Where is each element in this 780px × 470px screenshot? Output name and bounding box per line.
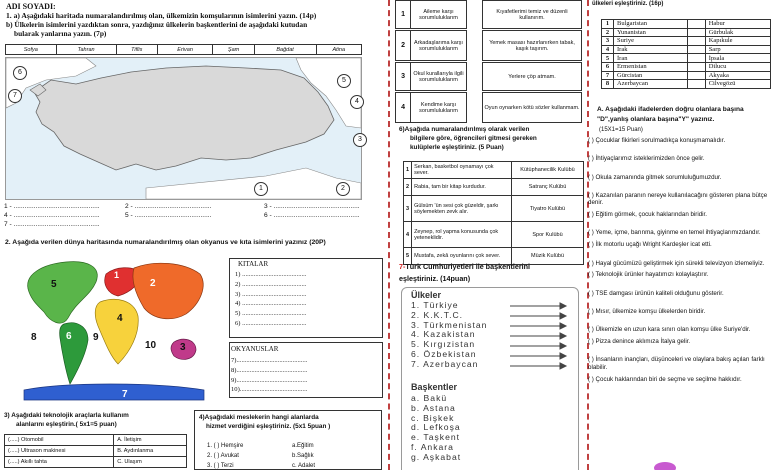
country-item: 1. Türkiye [411,300,459,310]
continent-answer-line[interactable]: 1) ....................................... [235,271,307,278]
duty-cell: Kıyafetlerimi temiz ve düzenli kullanırım. [483,1,582,29]
country-item: 5. Kırgızistan [411,339,476,350]
countries-list [411,301,487,370]
map-number-4: 4 [350,95,364,109]
profession-list [207,441,243,470]
row-number: 7 [602,71,614,80]
club-cell: Kütüphanecilik Kulübü [512,162,584,179]
question-7-line1 [399,262,530,271]
true-false-item[interactable]: ( ) Hayal gücümüzü geliştirmek için sürekli televizyon izlemeliyiz. [588,259,765,267]
question-7-title: Türk Cumhuriyetleri ile başkentlerini [405,262,531,271]
question-a-points: (15X1=15 Puan) [599,127,643,133]
true-false-item[interactable]: ( ) Okula zamanında gitmek sorumluluğumuzdur. [588,173,722,181]
city-cell: Tiflis [116,45,157,55]
blank-cell[interactable] [687,20,705,29]
question-7-number: 7- [399,262,406,271]
country-cell: Bulgaristan [614,20,688,29]
responsibility-cell: Okul kurallarıyla ilgili sorumluluklarım [411,63,467,91]
match-item[interactable]: (.....) Akıllı tahta [5,457,114,468]
profession-item[interactable]: 3. ( ) Terzi [207,463,234,469]
city-cell: Sofya [6,45,57,55]
match-option: B. Aydınlanma [114,446,187,457]
profession-field: a.Eğitim [292,443,314,449]
country-cell: Yunanistan [614,28,688,37]
country-item: 6. Özbekistan [411,348,477,359]
question-6-line1: 6)Aşağıda numaralandırılmış olarak verilen [399,126,530,133]
row-number: 2 [396,31,411,61]
responsibility-cell: Kendime karşı sorumluluklarım [411,93,467,123]
country-item: 7. Azerbaycan [411,358,479,369]
duty-cell: Yerlere çöp atmam. [483,63,582,91]
student-cell: Mustafa, zekâ oyunlarını çok sever. [412,248,512,265]
student-cell: Zeynep, rol yapma konusunda çok yeteneklidir. [412,222,512,248]
profession-field: c. Adalet [292,463,316,469]
continent-answer-line[interactable]: 4) ....................................... [235,300,307,308]
map-number-3: 3 [353,133,367,147]
blank-cell[interactable] [687,80,705,89]
continents-title: KITALAR [238,260,269,268]
capital-item: e. Taşkent [411,432,461,443]
row-number: 5 [404,248,412,265]
gate-cell: Kapıkule [705,37,770,46]
arrow-icons [510,302,570,372]
row-number: 1 [404,162,412,179]
continent-antarctica [24,384,204,400]
map-number-1: 1 [254,182,268,196]
capital-cities-box [5,44,362,55]
ocean-answer-line[interactable]: 8)........................................... [231,366,308,374]
question-6-line3: kulüplerle eşleştiriniz. (5 Puan) [410,144,504,151]
responsibility-cell: Arkadaşlarıma karşı sorumluluklarım [411,31,467,61]
capital-item: a. Bakü [411,393,448,403]
oceans-lines [231,356,307,395]
continent-label-4: 4 [117,313,123,324]
country-cell: Ermenistan [614,62,688,71]
row-number: 5 [602,54,614,63]
student-cell: Gülsüm 'ün sesi çok güzeldir, şarkı söylemekten zevk alır. [412,196,512,222]
country-cell: Gürcistan [614,71,688,80]
decorative-flower-icon [654,462,676,470]
technology-match-table [4,434,187,468]
true-false-item[interactable]: ( ) Eğitim görmek, çocuk haklarından biridir. [588,211,707,219]
city-cell: Bağdat [254,45,316,55]
row-number: 4 [404,222,412,248]
ocean-label-8: 8 [31,332,37,343]
name-label: ADI SOYADI: [6,2,56,11]
answer-line[interactable]: 5 - .......................................... [125,212,212,219]
border-gates-table [601,19,771,89]
map-number-7: 7 [8,89,22,103]
duty-cell: Oyun oynarken kötü sözler kullanmam. [483,93,582,123]
question-7-line2: eşleştiriniz. (14puan) [399,274,471,283]
question-1b-line2: bularak yanlarına yazın. (7p) [14,29,107,38]
true-false-item[interactable]: ( ) Ülkemizle en uzun kara sınırı olan komşu ülke Suriye'dir. [588,326,751,334]
world-map-drawing [4,252,214,402]
row-number: 2 [602,28,614,37]
blank-cell[interactable] [687,45,705,54]
country-item: 4. Kazakistan [411,329,476,340]
ocean-label-7: 7 [122,389,128,400]
map-number-2: 2 [336,182,350,196]
row-number: 1 [602,20,614,29]
true-false-list [588,137,778,394]
capitals-list [411,394,461,463]
gate-cell: Sarp [705,45,770,54]
map-number-5: 5 [337,74,351,88]
blank-cell [466,1,482,29]
row-number: 6 [602,62,614,71]
blank-cell[interactable] [687,28,705,37]
country-item: 2. K.K.T.C. [411,309,464,320]
blank-cell[interactable] [687,54,705,63]
blank-cell [466,63,482,91]
city-cell: Erivan [157,45,213,55]
continent-answer-line[interactable]: 3) ....................................... [235,290,307,298]
continent-label-1: 1 [114,270,120,280]
row-number: 4 [602,45,614,54]
true-false-item[interactable]: ( ) TSE damgası ürünün kaliteli olduğunu gösterir. [588,289,724,297]
gate-cell: Gürbulak [705,28,770,37]
club-cell: Tiyatro Kulübü [512,196,584,222]
capital-item: d. Lefkoşa [411,422,461,433]
true-false-item[interactable]: ( ) Pizza denince aklımıza İtalya gelir. [588,338,691,346]
row-number: 4 [396,93,411,123]
true-false-item[interactable]: ( ) Yeme, içme, barınma, giyinme en temel ihtiyaçlarımızdandır. [588,229,761,237]
student-cell: Serkan, basketbol oynamayı çok sever. [412,162,512,179]
true-false-item[interactable]: ( ) İnsanların inançları, düşünceleri ve olaylara bakış açıları farklı olabilir. [588,356,765,371]
capital-item: c. Bişkek [411,412,455,423]
true-false-item[interactable]: ( ) İlk motorlu uçağı Wright Kardeşler icat etti. [588,241,712,249]
map-number-6: 6 [13,66,27,80]
answer-line[interactable]: 1 - ............................................... [4,203,100,210]
continent-label-3: 3 [180,342,186,353]
gate-cell: Habur [705,20,770,29]
gate-cell: Dilucu [705,62,770,71]
ocean-answer-line[interactable]: 9)........................................... [231,376,308,384]
blank-cell[interactable] [687,71,705,80]
continent-answer-line[interactable]: 5) ....................................... [235,310,307,318]
continent-label-5: 5 [51,279,57,290]
turkey-map-drawing [6,58,361,199]
row-number: 3 [602,37,614,46]
question-3-line2: alanlarını eşleştirin.( 5x1=5 puan) [16,421,117,428]
answer-line[interactable]: 2 - .......................................... [125,203,212,210]
profession-item[interactable]: 2. ( ) Avukat [207,453,239,459]
row-number: 3 [404,196,412,222]
match-item[interactable]: (.....) Otomobil [5,435,114,446]
country-item: 3. Türkmenistan [411,319,488,330]
blank-cell[interactable] [687,37,705,46]
turkey-map [5,57,362,200]
ocean-answer-line[interactable]: 7)........................................... [231,357,308,364]
match-option: A. İletişim [114,435,187,446]
country-cell: Suriye [614,37,688,46]
ocean-answer-line[interactable]: 10)......................................... [231,386,308,394]
column-separator [388,0,390,470]
ocean-label-9: 9 [93,332,99,343]
country-cell: Irak [614,45,688,54]
profession-item[interactable]: 1. ( ) Hemşire [207,443,244,449]
club-cell: Satranç Kulübü [512,179,584,196]
row-number: 8 [602,80,614,89]
profession-field: b.Sağlık [292,453,314,459]
city-cell: Atina [316,45,361,55]
countries-header: Ülkeler [411,290,442,300]
true-false-item[interactable]: ( ) Mısır, ülkemize komşu ülkelerden biridir. [588,307,706,315]
country-cell: İran [614,54,688,63]
answer-line[interactable]: 6 - ............................................... [264,212,360,219]
question-4-line1: 4)Aşağıdaki meslekerin hangi alanlarda [199,414,319,421]
blank-cell [466,93,482,123]
club-cell: Spor Kulübü [512,222,584,248]
row-number: 2 [404,179,412,196]
student-cell: Rabia, tam bir kitap kurdudur. [412,179,512,196]
capitals-header: Başkentler [411,382,458,392]
gate-cell: Cilvegözü [705,80,770,89]
question-3-line1: 3) Aşağıdaki teknolojik araçlarla kullanım [4,412,129,419]
profession-fields [292,441,315,470]
gate-cell: Akyaka [705,71,770,80]
club-match-table [403,161,584,265]
match-option: C. Ulaşım [114,457,187,468]
row-number: 1 [396,1,411,29]
true-false-item[interactable]: ( ) Teknolojik ürünler hayatımızı kolaylaştırır. [588,271,709,279]
continent-answer-line[interactable]: 2) ....................................... [235,280,307,288]
true-false-item[interactable]: ( ) Kazanılan paranın nereye kullanılacağını gösteren plana bütçe denir. [588,191,768,207]
question-6-line2: bilgilere göre, öğrencileri gitmesi gereken [410,135,537,142]
border-gates-title: ülkeleri eşleştiriniz. (16p) [592,1,664,7]
capital-item: g. Aşkabat [411,451,462,462]
responsibility-cell: Aileme karşı sorumluluklarım [411,1,467,29]
club-cell: Müzik Kulübü [512,248,584,265]
continents-lines [235,270,306,329]
blank-cell[interactable] [687,62,705,71]
question-4-line2: hizmet verdiğini eşleştiriniz. (5x1 5puan ) [206,423,331,430]
question-a-line2: "D",yanlış olanlara başına"Y" yazınız. [597,116,715,123]
blank-cell [466,31,482,61]
match-arrows [510,302,570,377]
oceans-title: OKYANUSLAR [231,345,279,353]
capital-item: f. Ankara [411,441,454,452]
question-a-line1: A. Aşağıdaki ifadelerden doğru olanlara başına [597,106,744,113]
true-false-item[interactable]: ( ) Çocuk haklarından biri de seçme ve seçilme hakkıdır. [588,375,742,383]
question-1a: 1. a) Aşağıdaki haritada numaralandırılmış olan, ülkemizin komşularının isimlerini yazın. (14p) [6,11,317,20]
question-2: 2. Aşağıda verilen dünya haritasında numaralandırılmış olan okyanus ve kıta isimlerini yazınız (20P) [5,239,326,246]
question-1b-line1: b) Ülkelerin isimlerini yazdıktan sonra, yazdığınız ülkelerin başkentlerini de aşağıdaki kutudan [6,20,308,29]
country-cell: Azerbaycan [614,80,688,89]
responsibility-table [395,0,582,123]
ocean-label-10: 10 [145,340,157,351]
true-false-item[interactable]: ( ) Çocuklar fikirleri sorulmadıkça konuşmamalıdır. [588,137,726,144]
continent-label-2: 2 [150,278,156,289]
answer-line[interactable]: 3 - ............................................... [264,203,360,210]
capital-item: b. Astana [411,402,456,413]
row-number: 3 [396,63,411,91]
world-map [4,252,214,402]
continent-answer-line[interactable]: 6) ....................................... [235,319,307,327]
answer-line[interactable]: 4 - ............................................... [4,212,100,219]
gate-cell: İpsala [705,54,770,63]
true-false-item[interactable]: ( ) İhtiyaçlarımız isteklerimizden önce gelir. [588,155,705,163]
city-cell: Tahran [56,45,116,55]
continent-label-6: 6 [66,331,72,342]
city-cell: Şam [213,45,254,55]
duty-cell: Yemek masası hazırlanırken tabak, kaşık taşırım. [483,31,582,61]
answer-line[interactable]: 7 - ............................................... [4,221,100,228]
match-item[interactable]: (.....) Ultrason makinesi [5,446,114,457]
